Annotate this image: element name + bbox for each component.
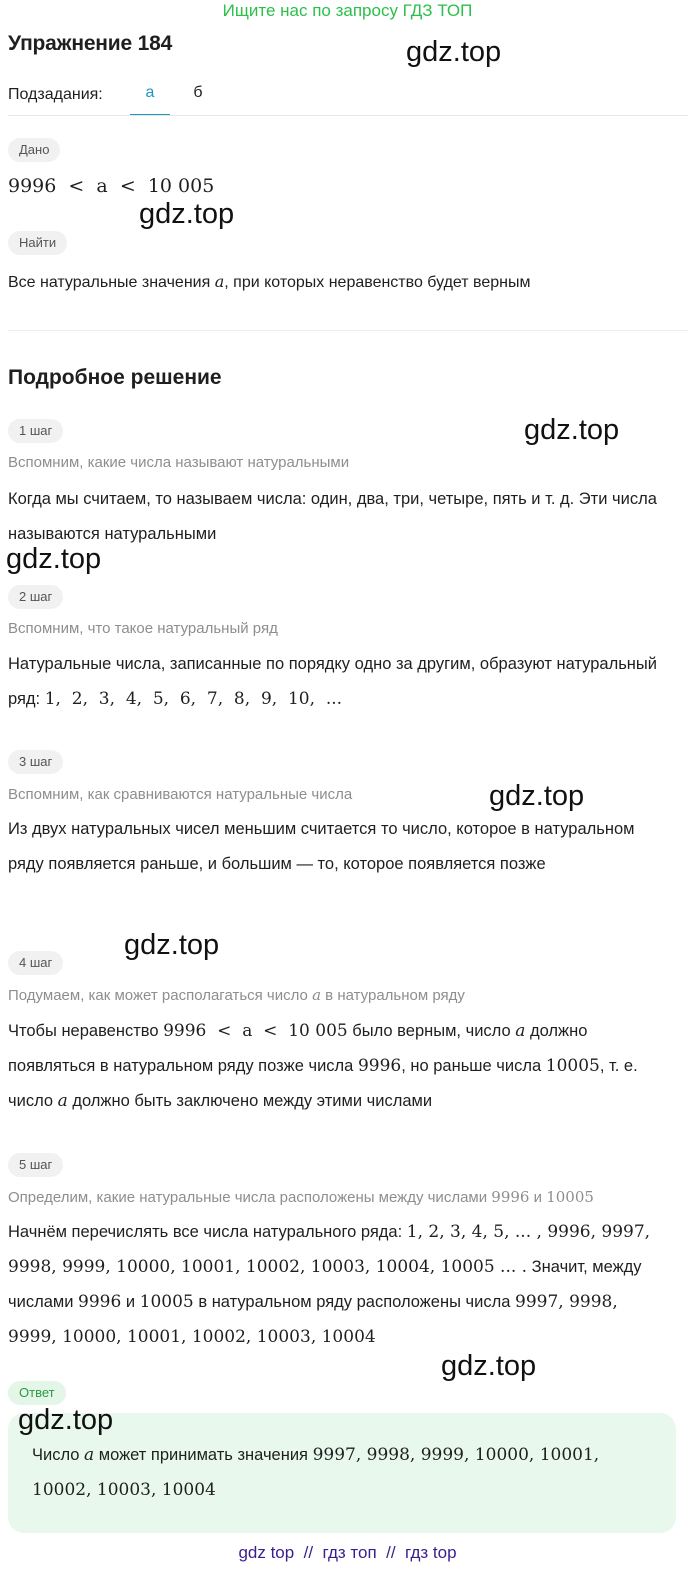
step-2-text: Натуральные числа, записанные по порядку одно за другим, образуют натуральный ряд: 1, 2, 3, 4, 5, 6, 7, 8, 9, 10, ... (8, 655, 657, 709)
tabs-divider (8, 115, 688, 116)
footer-links: gdz top // гдз топ // гдз top (238, 1543, 457, 1562)
section-divider (8, 330, 688, 331)
watermark: gdz.top (139, 198, 235, 230)
search-hint-banner: Ищите нас по запросу ГДЗ ТОП (222, 1, 473, 20)
subtasks-bar (8, 86, 688, 116)
watermark: gdz.top (124, 929, 220, 961)
step-3-chip: 3 шаг (8, 750, 63, 774)
step-5-chip: 5 шаг (8, 1153, 63, 1177)
step-4-chip: 4 шаг (8, 951, 63, 975)
given-chip: Дано (8, 138, 60, 162)
answer-text: Число a может принимать значения 9997, 9998, 9999, 10000, 10001, 10002, 10003, 10004 (32, 1445, 600, 1500)
answer-chip: Ответ (8, 1381, 66, 1405)
tab-b[interactable]: б (193, 84, 203, 101)
watermark: gdz.top (524, 414, 620, 446)
step-1-text: Когда мы считаем, то называем числа: один, два, три, четыре, пять и т. д. Эти числа называются натуральными (8, 490, 657, 543)
watermark: gdz.top (18, 1404, 114, 1436)
watermark: gdz.top (489, 780, 585, 812)
watermark: gdz.top (6, 543, 102, 575)
watermark: gdz.top (406, 36, 502, 68)
tab-a[interactable]: а (130, 84, 170, 116)
find-chip: Найти (8, 231, 67, 255)
step-3-text: Из двух натуральных чисел меньшим считается то число, которое в натуральном ряду появляется раньше, и большим — то, которое появляется позже (8, 820, 635, 873)
given-expression: 9996 < a < 10 005 (8, 175, 215, 197)
watermark: gdz.top (441, 1350, 537, 1382)
step-4-hint: Подумаем, как может располагаться число a в натуральном ряду (8, 986, 465, 1004)
page-title: Упражнение 184 (8, 32, 173, 55)
step-4-text: Чтобы неравенство 9996 < a < 10 005 было верным, число a должно появляться в натуральном ряду позже числа 9996, но раньше числа 10005, т. е. число a должно быть заключено между этими числами (8, 1021, 638, 1111)
step-2-hint: Вспомним, что такое натуральный ряд (8, 620, 278, 637)
solution-title: Подробное решение (8, 366, 222, 389)
find-text: Все натуральные значения a, при которых неравенство будет верным (8, 272, 531, 291)
step-2-chip: 2 шаг (8, 585, 63, 609)
step-1-hint: Вспомним, какие числа называют натуральными (8, 454, 350, 471)
step-5-hint: Определим, какие натуральные числа расположены между числами 9996 и 10005 (8, 1188, 594, 1206)
step-1-chip: 1 шаг (8, 419, 63, 443)
subtasks-label: Подзадания: (8, 86, 103, 103)
step-3-hint: Вспомним, как сравниваются натуральные числа (8, 786, 353, 803)
step-5-text: Начнём перечислять все числа натурального ряда: 1, 2, 3, 4, 5, ... , 9996, 9997, 9998, 9999, 10000, 10001, 10002, 10003, 10004, 10005 ... . Значит, между числами 9996 и 10005 в натуральном ряду расположены числа 9997, 9998, 9999, 10000, 10001, 10002, 10003, 10004 (8, 1222, 651, 1347)
